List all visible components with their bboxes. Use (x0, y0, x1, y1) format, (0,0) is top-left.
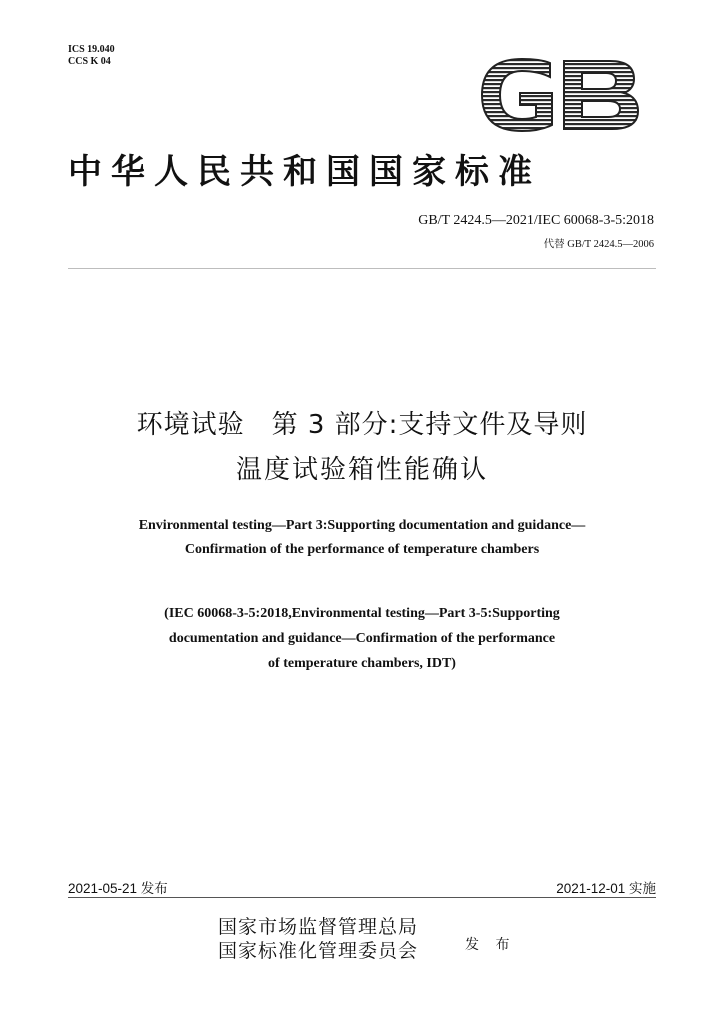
issuer-sac: 国家标准化管理委员会 (218, 940, 419, 962)
classification-codes (68, 44, 115, 68)
header-divider (68, 268, 656, 269)
ccs-code: CCS K 04 (68, 56, 111, 67)
equivalence-line2: documentation and guidance—Confirmation of the performance (168, 631, 556, 646)
effective-date: 2021-12-01 实施 (556, 881, 656, 896)
issuing-authorities (218, 915, 418, 963)
gb-logo-graphic (474, 55, 646, 135)
issue-action-label: 发 布 (465, 937, 516, 953)
title-english-line1: Environmental testing—Part 3:Supporting documentation and guidance— (138, 518, 586, 533)
replaces-standard: 代替 GB/T 2424.5—2006 (543, 239, 654, 250)
title-english-line2: Confirmation of the performance of temperature chambers (184, 542, 540, 557)
equivalence-line1: (IEC 60068-3-5:2018,Environmental testing—Part 3-5:Supporting (164, 606, 560, 621)
gb-logo (474, 55, 646, 135)
issuer-samr: 国家市场监督管理总局 (218, 916, 419, 938)
standard-category-title: 中华人民共和国国家标准 (68, 152, 541, 192)
footer-divider (68, 897, 656, 898)
issue-date: 2021-05-21 发布 (68, 881, 168, 896)
standard-number: GB/T 2424.5—2021/IEC 60068-3-5:2018 (418, 213, 654, 228)
title-chinese-line1: 环境试验 第 3 部分:支持文件及导则 (136, 410, 588, 440)
title-chinese-line2: 温度试验箱性能确认 (235, 455, 488, 485)
equivalence-line3: of temperature chambers, IDT) (268, 656, 456, 671)
ics-code: ICS 19.040 (68, 44, 115, 55)
